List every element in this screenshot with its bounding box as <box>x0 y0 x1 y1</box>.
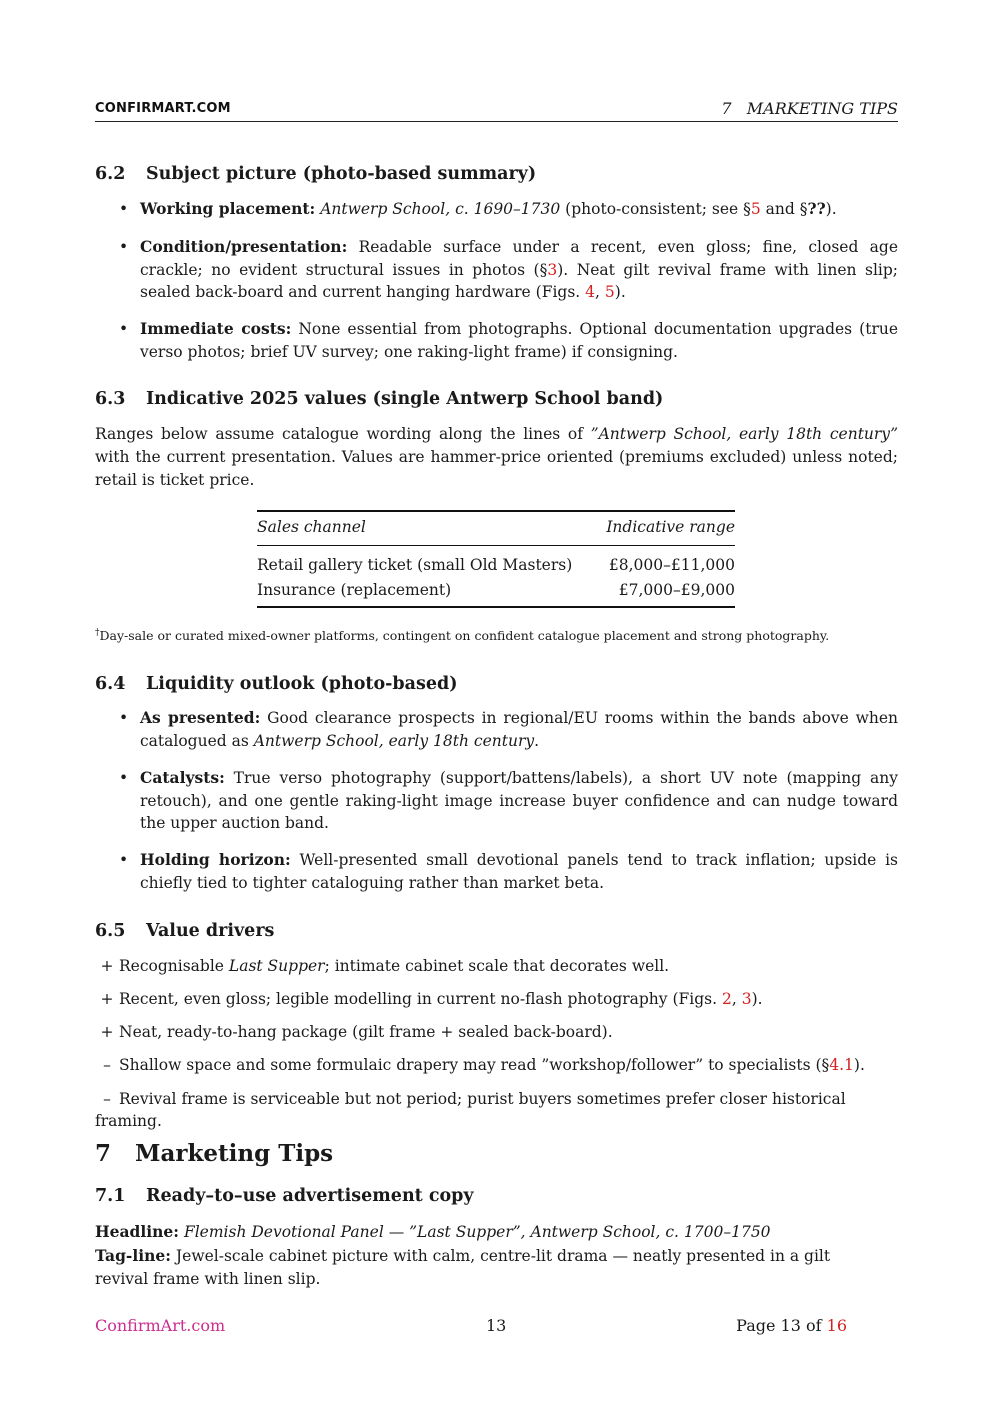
driver-item-negative: – Revival frame is serviceable but not period; purist buyers sometimes prefer closer historical framing. <box>95 1090 846 1130</box>
table-row <box>257 544 735 576</box>
section-link[interactable]: 5 <box>750 200 761 218</box>
table-footnote: †Day-sale or curated mixed-owner platforms, contingent on confident catalogue placement and strong photography. <box>95 628 830 644</box>
section-heading-6-5: 6.5 Value drivers <box>95 921 275 941</box>
plus-icon: + <box>100 957 114 975</box>
section-heading-7: 7 Marketing Tips <box>95 1140 334 1167</box>
bullet-catalysts: • Catalysts: True verso photography (support/battens/labels), a short UV note (mapping any retouch), and one gentle raking-light image increase buyer confidence and can nudge toward the upper auction band. <box>140 767 898 835</box>
figure-link[interactable]: 3 <box>741 990 752 1008</box>
figure-link[interactable]: 2 <box>721 990 732 1008</box>
section-link[interactable]: 3 <box>547 260 558 279</box>
table-bottom-rule <box>257 606 735 608</box>
figure-link[interactable]: 4 <box>585 283 596 301</box>
brand-logo: CONFIRMART.COM <box>95 101 231 116</box>
column-header-range: Indicative range <box>606 518 735 536</box>
bullet-working-placement: • Working placement: Antwerp School, c. 1690–1730 (photo-consistent; see §5 and §??). <box>140 198 898 221</box>
footer-site-link[interactable]: ConfirmArt.com <box>95 1316 226 1335</box>
header-rule <box>95 121 898 122</box>
table-row <box>257 576 735 603</box>
driver-item-negative: – Shallow space and some formulaic drapery may read ”workshop/follower” to specialists (§4.1). <box>95 1054 898 1076</box>
bullet-condition: • Condition/presentation: Readable surface under a recent, even gloss; fine, closed age crackle; no evident structural issues in photos (§3). Neat gilt revival frame with linen slip; sealed back-board and current hanging hardware (Figs. 4, 5). <box>140 236 898 304</box>
footer-page-count: Page 13 of 16 <box>736 1316 847 1335</box>
minus-icon: – <box>103 1056 111 1074</box>
table-cell-range: £7,000–£9,000 <box>618 580 735 599</box>
plus-icon: + <box>100 990 114 1008</box>
values-intro-paragraph: Ranges below assume catalogue wording along the lines of ”Antwerp School, early 18th century” with the current presentation. Values are hammer-price oriented (premiums excluded) unless noted; retail is ticket price. <box>95 425 898 489</box>
footer-page-number: 13 <box>486 1316 507 1335</box>
table-cell-channel: Retail gallery ticket (small Old Masters) <box>257 556 573 574</box>
page-total-link[interactable]: 16 <box>826 1316 847 1335</box>
running-header: 7 MARKETING TIPS <box>721 99 898 118</box>
driver-item-positive: + Neat, ready-to-hang package (gilt frame + sealed back-board). <box>95 1021 898 1043</box>
driver-item-positive: + Recent, even gloss; legible modelling in current no-flash photography (Figs. 2, 3). <box>95 988 898 1010</box>
bullet-immediate-costs: • Immediate costs: None essential from photographs. Optional documentation upgrades (true verso photos; brief UV survey; one raking-light frame) if consigning. <box>140 318 898 363</box>
values-table <box>257 510 735 603</box>
driver-item-positive: + Recognisable Last Supper; intimate cabinet scale that decorates well. <box>95 955 898 977</box>
bullet-as-presented: • As presented: Good clearance prospects in regional/EU rooms within the bands above when catalogued as Antwerp School, early 18th century. <box>140 707 898 752</box>
figure-link[interactable]: 5 <box>604 283 615 301</box>
ad-copy-block: Headline: Flemish Devotional Panel — ”Last Supper”, Antwerp School, c. 1700–1750 Tag-line: Jewel-scale cabinet picture with calm, centre-lit drama — neatly presented in a gilt revival frame with linen slip. <box>95 1222 831 1288</box>
section-link[interactable]: 4.1 <box>829 1056 854 1074</box>
table-cell-channel: Insurance (replacement) <box>257 580 452 599</box>
bullet-holding-horizon: • Holding horizon: Well-presented small devotional panels tend to track inflation; upside is chiefly tied to tighter cataloguing rather than market beta. <box>140 849 898 894</box>
plus-icon: + <box>100 1023 114 1041</box>
column-header-channel: Sales channel <box>257 518 366 536</box>
section-heading-6-4: 6.4 Liquidity outlook (photo-based) <box>95 674 458 694</box>
table-cell-range: £8,000–£11,000 <box>608 556 735 574</box>
minus-icon: – <box>103 1090 111 1108</box>
table-header-row <box>257 510 735 544</box>
section-heading-6-3: 6.3 Indicative 2025 values (single Antwerp School band) <box>95 389 664 409</box>
section-heading-6-2: 6.2 Subject picture (photo-based summary) <box>95 164 537 184</box>
section-heading-7-1: 7.1 Ready–to–use advertisement copy <box>95 1186 474 1206</box>
